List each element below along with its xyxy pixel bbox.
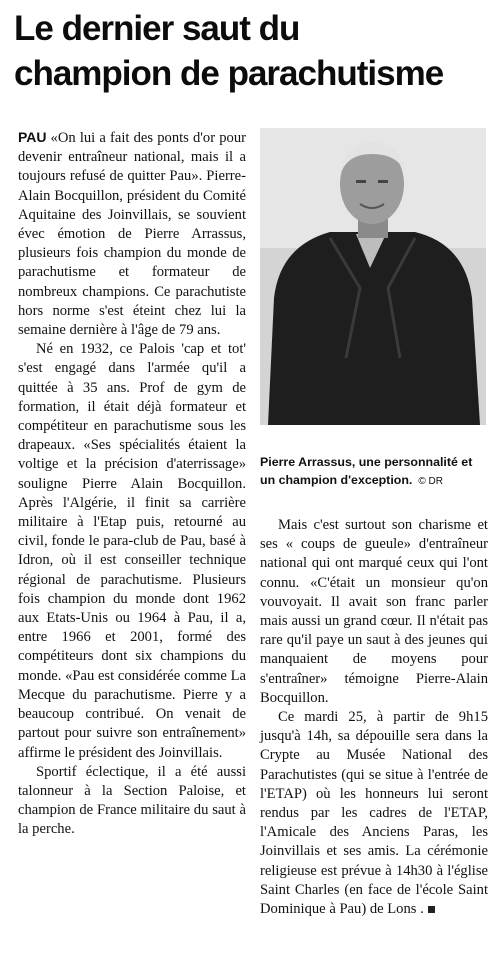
dateline: PAU (18, 129, 47, 145)
article-column-right (260, 516, 488, 919)
article-paragraph: Sportif éclectique, il a été aussi talonneur à la Section Paloise, et champion de France militaire du saut à la perche. (18, 763, 246, 838)
caption-text: Pierre Arrassus, une personnalité et un champion d'exception. (260, 455, 473, 487)
article-paragraph: Ce mardi 25, à partir de 9h15 jusqu'à 14h, sa dépouille sera dans la Crypte au Musée National des Parachutistes (qui se situe à l'entrée de l'ETAP) où les honneurs lui seront rendus par les cadres de l'ETAP, l'Amicale des Anciens Paras, les Joinvillais et ses amis. La cérémonie religieuse est prévue à 14h30 à l'église Saint Charles (en face de l'école Saint Dominique à Pau) de Lons . (260, 709, 488, 918)
article-column-left (18, 128, 246, 840)
photo-caption (260, 453, 490, 491)
headline-line-1: Le dernier saut du (14, 9, 300, 48)
headline (14, 6, 494, 96)
end-of-article-mark (428, 906, 435, 913)
photo-credit: © DR (418, 476, 443, 487)
headline-line-2: champion de parachutisme (14, 54, 444, 93)
article-paragraph: PAU «On lui a fait des ponts d'or pour devenir entraîneur national, mais il a toujours refusé de quitter Pau». Pierre-Alain Bocquillon, président du Comité Aquitaine des Joinvillais, se souvient évec émotion de Pierre Arrassus, plusieurs fois champion du monde de parachutisme et formateur de nombreux champions. Ce parachutiste hors norme s'est éteint chez lui la semaine dernière à l'âge de 79 ans. (18, 129, 246, 339)
article-paragraph: Mais c'est surtout son charisme et ses « coups de gueule» d'entraîneur national qui ont marqué ceux qui l'ont connu. «C'était un monsieur qu'on vouvoyait. Il avait son franc parler mais aussi un grand cœur. Il n'était pas rare qu'il paye un saut à des jeunes qui manquaient de moyens pour s'entraîner» témoigne Pierre-Alain Bocquillon. (260, 517, 488, 706)
article-paragraph: Né en 1932, ce Palois 'cap et tot' s'est engagé dans l'armée qu'il a quittée à 35 ans. Prof de gym de formation, il était déjà formateur et compétiteur en parachutisme sous les drapeaux. «Ses spécialités étaient la voltige et la précision d'aterrissage» souligne Pierre Alain Bocquillon. Après l'Algérie, il finit sa carrière militaire à l'Etap puis, retourné au civil, fonde le para-club de Pau, basé à Idron, où il est conseiller technique régional de parachutisme. Plusieurs fois champion du monde dont 1962 aux Etats-Unis ou 1964 à Pau, il a, entre 1966 et 2001, formé des compétiteurs dont six champions du monde. «Pau est considérée comme La Mecque du parachutisme. Pierre y a beaucoup contribué. On venait de partout pour suivre son entraînement» affirme le président des Joinvillais. (18, 341, 246, 761)
portrait-photo (260, 128, 486, 425)
portrait-illustration (260, 128, 486, 425)
